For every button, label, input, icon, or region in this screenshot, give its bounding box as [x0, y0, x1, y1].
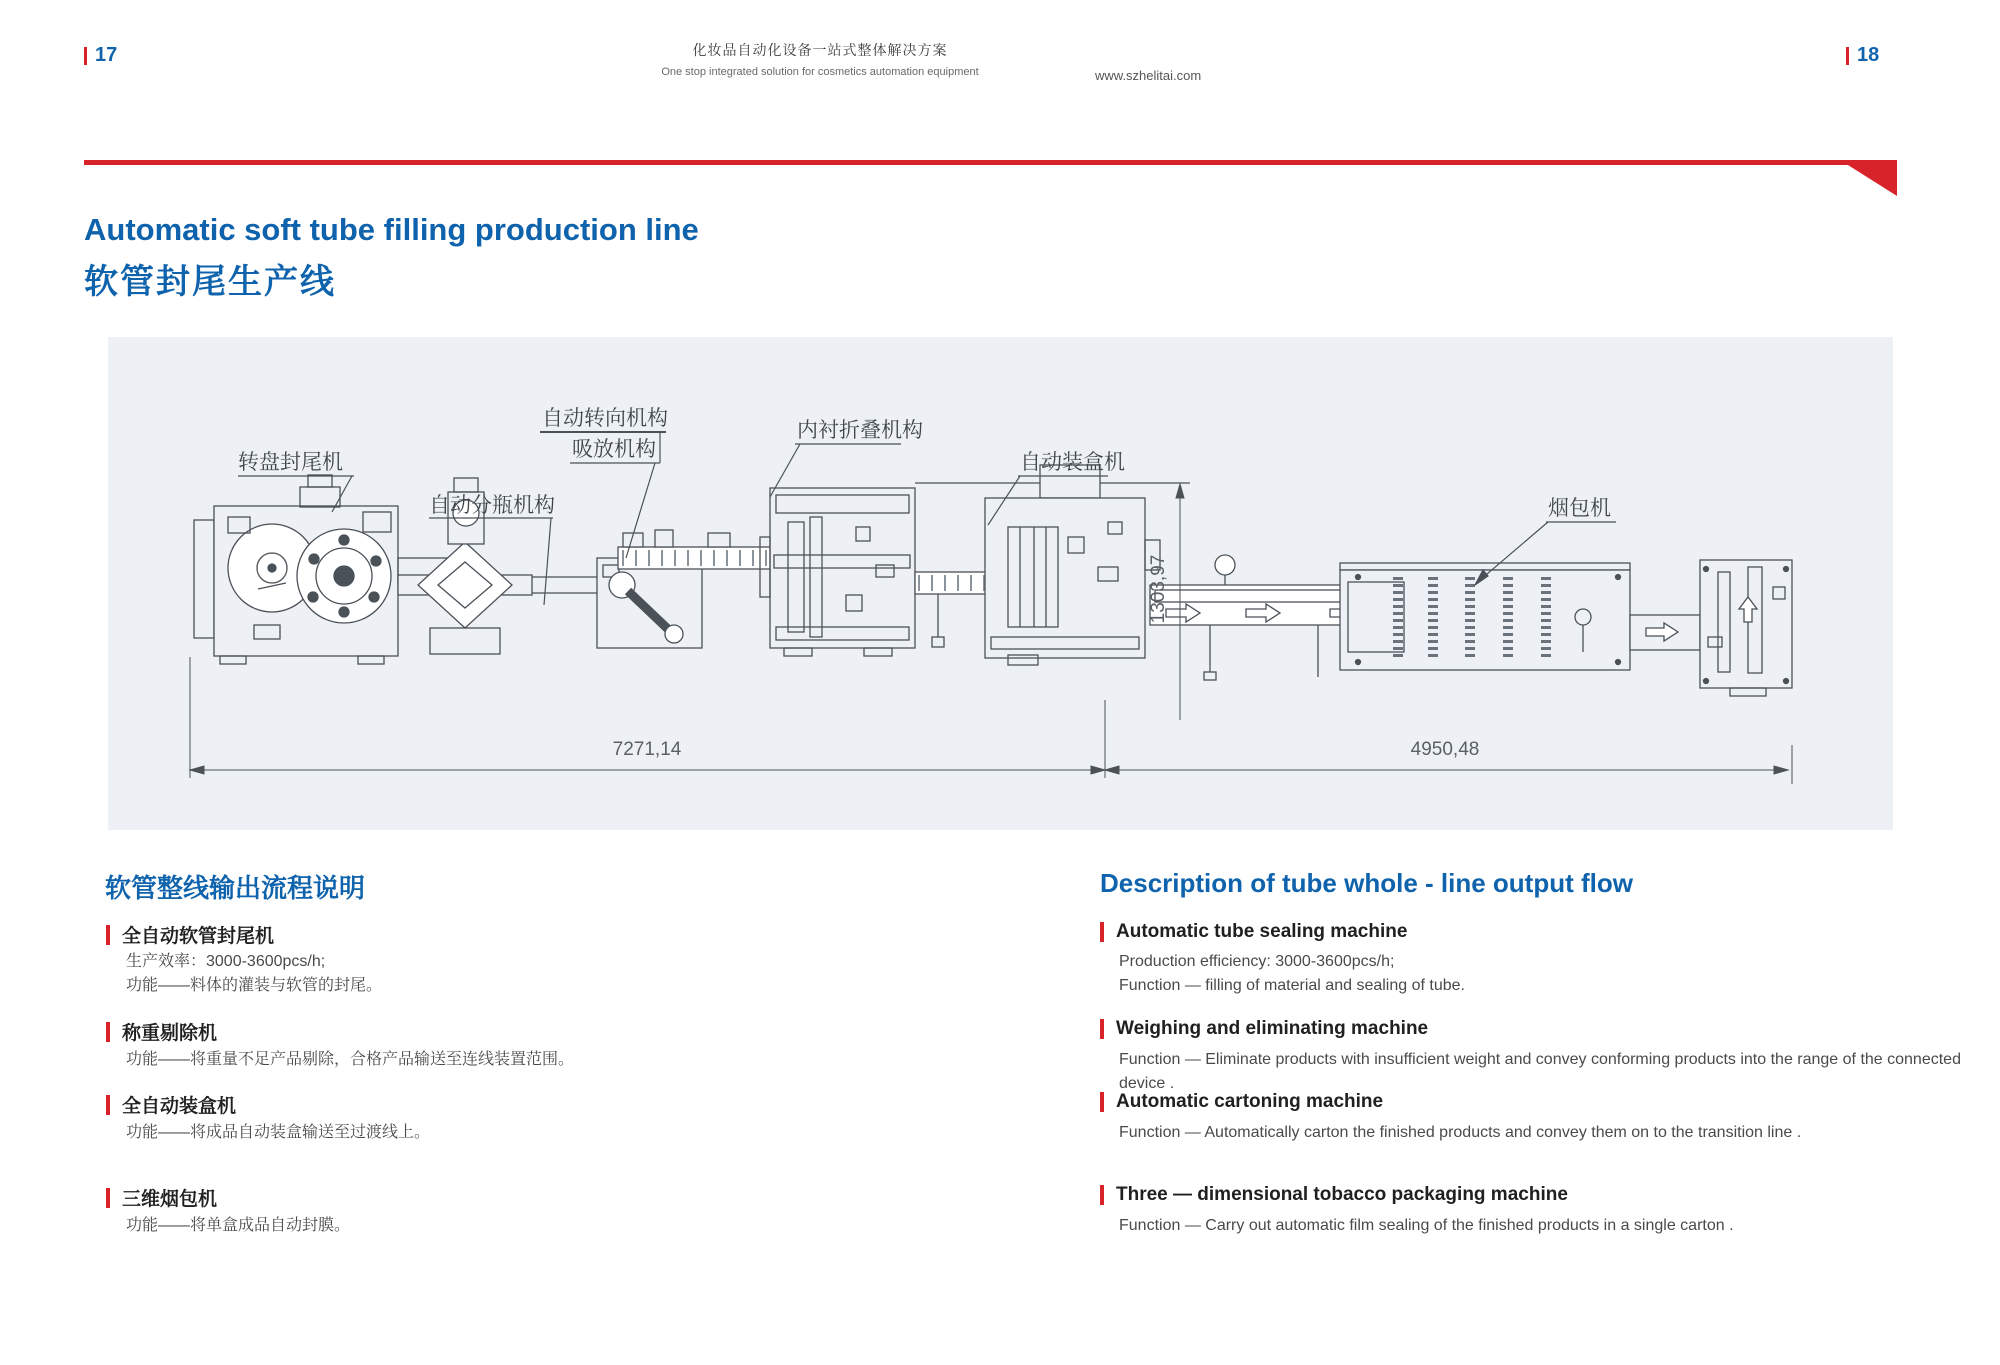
page-number-right [1846, 44, 1879, 67]
label-suction-release: 吸放机构 [572, 438, 656, 461]
item-tick [1100, 1185, 1104, 1205]
label-bottle-splitting: 自动分瓶机构 [429, 494, 555, 517]
header-website: www.szhelitai.com [1095, 68, 1202, 83]
label-liner-folding: 内衬折叠机构 [797, 419, 923, 442]
label-auto-turning: 自动转向机构 [542, 407, 668, 430]
item-tick [106, 1022, 110, 1042]
header-center [560, 40, 1080, 78]
item-title: Automatic cartoning machine [1100, 1091, 1383, 1113]
item-body: Function — Carry out automatic film sealing of the finished products in a single carton . [1119, 1217, 1734, 1234]
page-number-tick [84, 47, 87, 65]
packaging-machine-drawing [1340, 563, 1630, 670]
item-title: Automatic tube sealing machine [1100, 921, 1407, 943]
red-rule [84, 160, 1897, 165]
item-body: Production efficiency: 3000-3600pcs/h; Function — filling of material and sealing of tube. [1119, 953, 1465, 994]
page-number-left-value: 17 [95, 44, 118, 66]
item-title: 称重剔除机 [106, 1018, 217, 1045]
item-title: Three — dimensional tobacco packaging machine [1100, 1184, 1568, 1206]
page-title-en: Automatic soft tube filling production line [84, 212, 699, 247]
item-tick [106, 1188, 110, 1208]
page-number-tick [1846, 47, 1849, 65]
section-header-zh: 软管整线输出流程说明 [105, 873, 366, 903]
item-tick [1100, 922, 1104, 942]
item-body: Function — Automatically carton the finished products and convey them on to the transition line . [1119, 1124, 1802, 1141]
item-tick [106, 1095, 110, 1115]
exit-machine-drawing [1630, 560, 1792, 696]
item-tick [1100, 1019, 1104, 1039]
cartoning-machine-drawing [985, 465, 1160, 665]
label-packaging-machine: 烟包机 [1548, 497, 1611, 520]
item-body: 生产效率：3000-3600pcs/h; 功能——料体的灌装与软管的封尾。 [126, 953, 383, 994]
page-number-right-value: 18 [1857, 44, 1880, 66]
item-title: Weighing and eliminating machine [1100, 1018, 1428, 1040]
item-body: 功能——将重量不足产品剔除，合格产品输送至连线装置范围。 [126, 1051, 575, 1068]
dimension-height: 1303,97 [1148, 554, 1169, 624]
item-title: 全自动软管封尾机 [106, 921, 274, 948]
dimension-width-right: 4950,48 [1410, 739, 1480, 760]
header-slogan-zh: 化妆品自动化设备一站式整体解决方案 [692, 42, 948, 58]
item-title: 全自动装盒机 [106, 1091, 236, 1118]
page-title-zh: 软管封尾生产线 [84, 263, 336, 301]
turntable-sealing-machine-drawing [194, 475, 448, 664]
production-line-diagram-panel [108, 337, 1893, 830]
item-title: 三维烟包机 [106, 1184, 217, 1211]
section-header-en: Description of tube whole - line output flow [1100, 868, 1633, 898]
item-tick [106, 925, 110, 945]
production-line-diagram [108, 337, 1893, 830]
header-slogan-en: One stop integrated solution for cosmetics automation equipment [661, 66, 979, 78]
item-tick [1100, 1092, 1104, 1112]
red-rule-fold [1840, 160, 1897, 196]
label-cartoning-machine: 自动装盒机 [1020, 451, 1125, 474]
dimension-width-left: 7271,14 [612, 739, 682, 760]
item-body: Function — Eliminate products with insufficient weight and convey conforming products into the range of the connected device . [1119, 1051, 1961, 1092]
suction-release-mechanism-drawing [597, 558, 702, 648]
page-number-left [84, 44, 117, 67]
label-turntable-sealer: 转盘封尾机 [238, 451, 343, 474]
item-body: 功能——将成品自动装盒输送至过渡线上。 [126, 1124, 431, 1141]
item-body: 功能——将单盒成品自动封膜。 [126, 1217, 351, 1234]
